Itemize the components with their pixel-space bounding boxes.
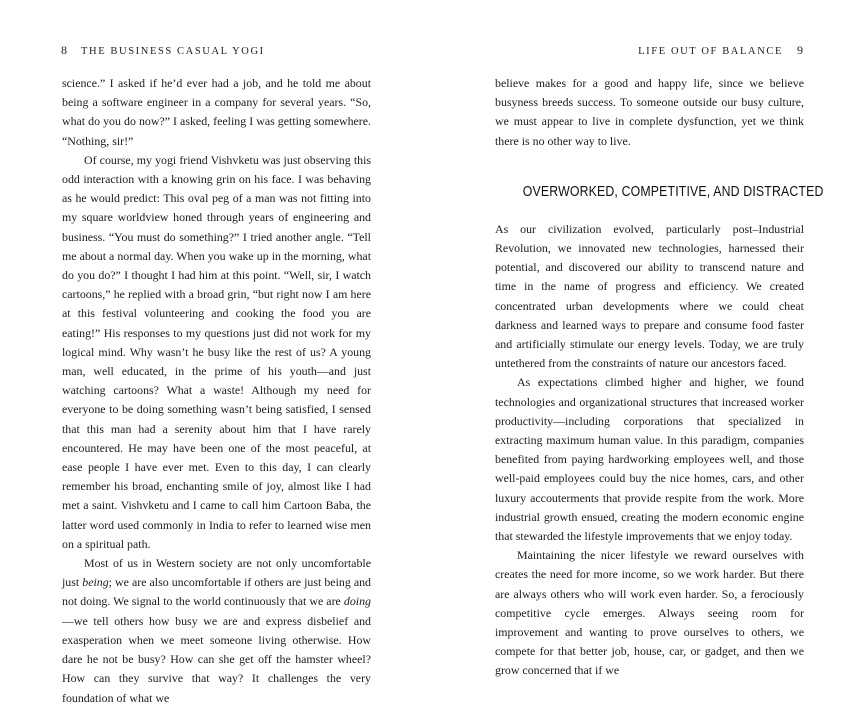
left-paragraph-3-part-1: Most of us in Western society are not only uncomfortable just	[62, 556, 371, 590]
right-page-number: 9	[797, 43, 803, 57]
right-running-head	[638, 44, 803, 58]
right-paragraph-2: As expectations climbed higher and higher, we found technologies and organizational structures that increased worker productivity—including corporations that specialized in extracting maximum human value. In this paradigm, companies benefited from paying hardworking employees well, and those well-paid employees could buy the nice homes, cars, and other luxury accouterments that provide respite from the work. More industrial growth ensued, creating the modern economic engine that stewarded the lifestyle improvements that we enjoy today.	[495, 375, 804, 544]
right-paragraph-3: Maintaining the nicer lifestyle we reward ourselves with creates the need for more income, so we work harder. But there are always others who will work even harder. So, a ferociously competitive cycle emerges. Always seeing room for improvement and wanting to prove ourselves to others, we compete for that better job, house, car, or gadget, and then we grow concerned that if we	[495, 548, 804, 678]
left-page-number: 8	[61, 43, 67, 57]
left-paragraph-3-emphasis-being: being	[82, 575, 109, 590]
right-running-head-title: LIFE OUT OF BALANCE	[638, 46, 783, 57]
left-page	[0, 0, 432, 705]
right-page	[432, 0, 864, 678]
right-paragraph-1: As our civilization evolved, particularly post–Industrial Revolution, we innovated new technologies, harnessed their potential, and discovered our ability to transcend nature and time in the name of progress and efficiency. We created concentrated urban developments where we could cheat darkness and learned ways to prepare and consume food faster and artificially stimulate our energy levels. Today, we are truly untethered from the constraints of nature our ancestors faced.	[495, 221, 804, 371]
left-running-head	[61, 44, 265, 58]
right-intro-paragraph: believe makes for a good and happy life, since we believe busyness breeds success. To someone outside our busy culture, we must appear to live in complete dysfunction, yet we think there is no other way to live.	[495, 76, 804, 148]
left-paragraph-2: Of course, my yogi friend Vishvketu was just observing this odd interaction with a knowing grin on his face. I was behaving as he would predict: This oval peg of a man was not fitting into my square worldview honed through years of engineering and business. “You must do something?” I tried another angle. “Tell me about a normal day. When you wake up in the morning, what do you do?” I thought I had him at this point. “Well, sir, I watch cartoons,” he replied with a broad grin, “but right now I am here at this festival volunteering and cooking the food you are eating!” His responses to my questions just did not work for my logical mind. Why wasn’t he busy like the rest of us? A young man, well educated, in the prime of his youth—and just watching cartoons? What a waste! Although my need for everyone to be doing something wasn’t being satisfied, I sensed that this man had a serenity about him that I have rarely encountered. He may have been one of the most peaceful, at ease people I have ever met. Even to this day, I can clearly remember his broad, enchanting smile of joy, almost like I had met a saint. Vishvketu and I came to call him Cartoon Baba, the latter word used commonly in India to refer to learned wise men on a spiritual path.	[62, 152, 371, 551]
left-paragraph-3-part-2: ; we are also uncomfortable if others are just being and not doing. We signal to the world continuously that we are	[62, 575, 371, 609]
left-paragraph-3-emphasis-doing: doing	[343, 594, 371, 609]
left-paragraph-3	[62, 554, 371, 708]
section-heading: OVERWORKED, COMPETITIVE, AND DISTRACTED	[522, 182, 824, 200]
left-body-text	[62, 74, 371, 708]
left-running-head-title: THE BUSINESS CASUAL YOGI	[81, 46, 265, 57]
left-paragraph-1: science.” I asked if he’d ever had a job, and he told me about being a software engineer in a company for several years. “So, what do you do now?” I asked, feeling I was getting somewhere. “Nothing, sir!”	[62, 76, 371, 148]
left-paragraph-3-part-3: —we tell others how busy we are and express disbelief and exasperation when we meet someone living otherwise. How dare he not be busy? How can she get off the hamster wheel? How can they survive that way? It challenges the very foundation of what we	[62, 613, 371, 705]
right-body-text	[495, 74, 824, 681]
